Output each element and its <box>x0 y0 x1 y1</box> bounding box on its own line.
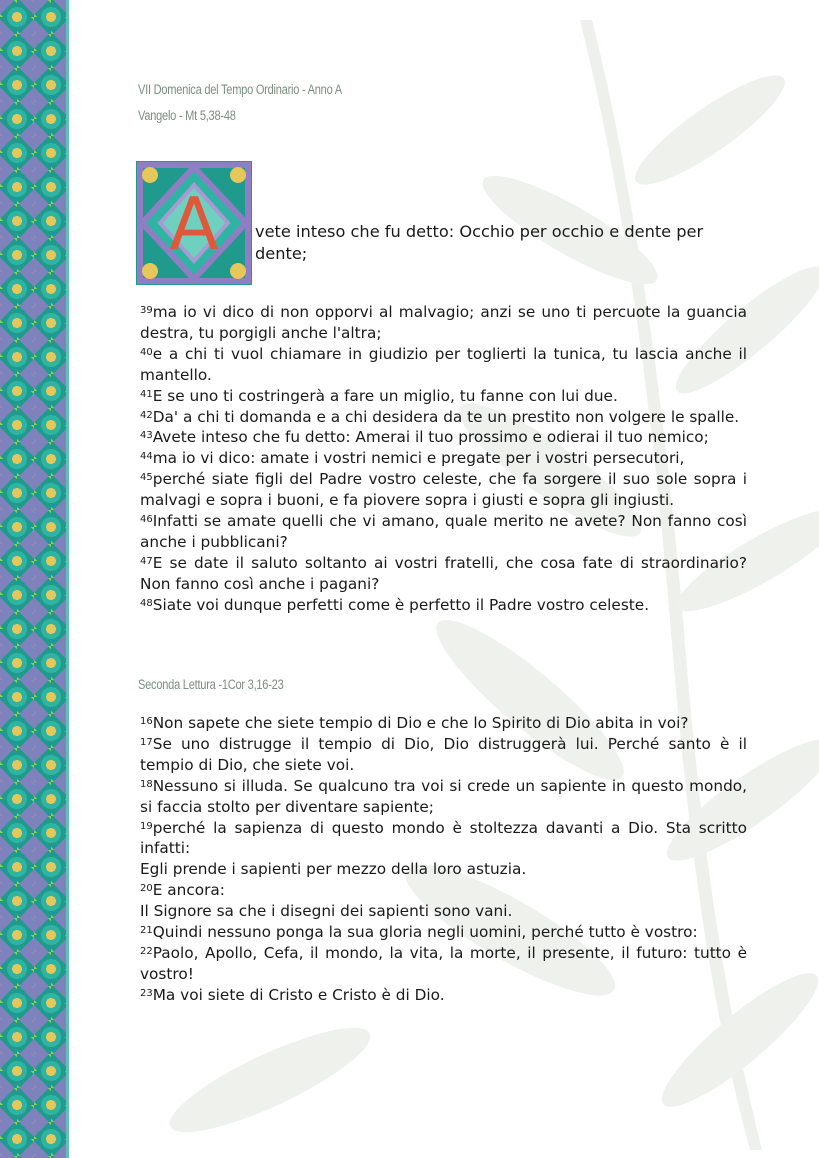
verse-text: Nessuno si illuda. Se qualcuno tra voi si crede un sapiente in questo mondo, si faccia stolto per diventare sapiente; <box>140 776 747 816</box>
verse-text: Avete inteso che fu detto: Amerai il tuo prossimo e odierai il tuo nemico; <box>152 428 709 447</box>
verse <box>140 734 747 776</box>
gospel-intro-line-1: vete inteso che fu detto: Occhio per occhio e dente per <box>255 222 704 241</box>
verse-number: 17 <box>140 736 153 748</box>
svg-text:A: A <box>169 182 219 266</box>
verse <box>140 427 747 448</box>
second-reading-title: Seconda Lettura -1Cor 3,16-23 <box>138 677 284 692</box>
decorative-border <box>0 0 69 1158</box>
page-title: VII Domenica del Tempo Ordinario - Anno A <box>138 82 342 97</box>
gospel-reference: Vangelo - Mt 5,38-48 <box>138 108 236 123</box>
verse <box>140 985 747 1006</box>
verse-number: 48 <box>140 597 153 609</box>
verse <box>140 344 747 386</box>
verse-text: Infatti se amate quelli che vi amano, quale merito ne avete? Non fanno così anche i pubblicani? <box>140 512 747 551</box>
verse-text: E se uno ti costringerà a fare un miglio, tu fanne con lui due. <box>152 386 618 405</box>
verse-text: Paolo, Apollo, Cefa, il mondo, la vita, la morte, il presente, il futuro: tutto è vostro! <box>140 943 747 983</box>
verse-text: Siate voi dunque perfetti come è perfetto il Padre vostro celeste. <box>152 595 650 614</box>
verse-number: 39 <box>140 305 153 316</box>
verse-text: e a chi ti vuol chiamare in giudizio per toglierti la tunica, tu lascia anche il mantello. <box>140 344 747 384</box>
verse-text: Quindi nessuno ponga la sua gloria negli uomini, perché tutto è vostro: <box>152 923 698 942</box>
verse <box>140 943 747 985</box>
verse-number: 45 <box>140 472 153 484</box>
verse <box>140 818 747 860</box>
verse-number: 20 <box>140 883 153 895</box>
verse-text: E se date il saluto soltanto ai vostri fratelli, che cosa fate di straordinario? Non fanno così anche i pagani? <box>140 553 747 593</box>
verse-number: 19 <box>140 820 153 832</box>
verse-text: Non sapete che siete tempio di Dio e che lo Spirito di Dio abita in voi? <box>152 714 689 732</box>
verse-text: Da' a chi ti domanda e a chi desidera da te un prestito non volgere le spalle. <box>152 407 740 426</box>
verse <box>140 407 747 428</box>
verse-number: 23 <box>140 987 153 999</box>
verse <box>140 302 747 344</box>
verse-number: 42 <box>140 409 153 421</box>
quotation <box>140 901 747 922</box>
second-reading-text <box>140 713 747 1006</box>
verse-number: 43 <box>140 430 153 442</box>
verse-number: 18 <box>140 778 153 790</box>
gospel-intro-line-2: dente; <box>255 244 308 263</box>
verse <box>140 595 747 616</box>
verse <box>140 511 747 553</box>
gospel-text <box>140 302 747 616</box>
verse-text: Il Signore sa che i disegni dei sapienti sono vani. <box>140 902 513 921</box>
verse <box>140 448 747 469</box>
verse-number: 21 <box>140 925 153 937</box>
verse-text: Egli prende i sapienti per mezzo della loro astuzia. <box>140 860 527 879</box>
verse-text: E ancora: <box>152 881 225 900</box>
verse-text: Se uno distrugge il tempio di Dio, Dio distruggerà lui. Perché santo è il tempio di Dio, che siete voi. <box>140 734 747 774</box>
drop-cap-letter <box>136 161 252 285</box>
verse-number: 41 <box>140 388 153 400</box>
verse <box>140 553 747 595</box>
verse <box>140 922 747 943</box>
verse-text: ma io vi dico di non opporvi al malvagio; anzi se uno ti percuote la guancia destra, tu porgigli anche l'altra; <box>140 303 747 342</box>
verse-number: 40 <box>140 346 153 358</box>
border-edge <box>66 0 69 1158</box>
verse-number: 22 <box>140 945 153 957</box>
quotation <box>140 859 747 880</box>
verse-number: 16 <box>140 716 153 727</box>
verse-number: 44 <box>140 451 153 463</box>
verse-text: Ma voi siete di Cristo e Cristo è di Dio. <box>152 985 445 1004</box>
verse-text: perché la sapienza di questo mondo è stoltezza davanti a Dio. Sta scritto infatti: <box>140 818 747 858</box>
verse-number: 47 <box>140 555 153 567</box>
verse <box>140 776 747 818</box>
verse <box>140 713 747 734</box>
verse-text: ma io vi dico: amate i vostri nemici e pregate per i vostri persecutori, <box>152 449 685 468</box>
verse <box>140 469 747 511</box>
verse <box>140 386 747 407</box>
verse-number: 46 <box>140 514 153 526</box>
verse-text: perché siate figli del Padre vostro celeste, che fa sorgere il suo sole sopra i malvagi e sopra i buoni, e fa piovere sopra i giusti e sopra gli ingiusti. <box>140 470 747 510</box>
verse <box>140 880 747 901</box>
